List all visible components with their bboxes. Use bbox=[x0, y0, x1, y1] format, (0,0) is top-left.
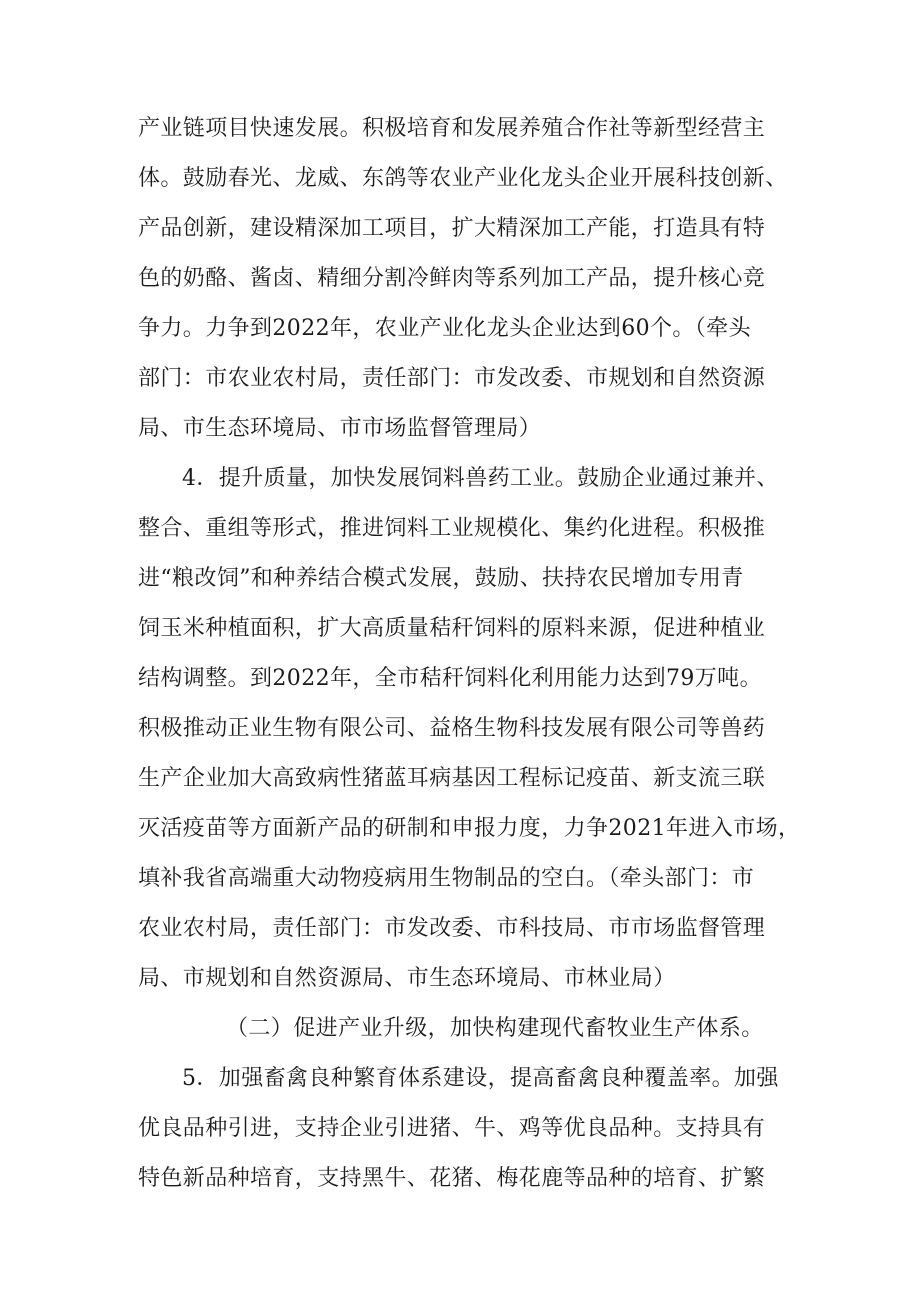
text-line: 产品创新，建设精深加工项目，扩大精深加工产能，打造具有特 bbox=[138, 216, 766, 241]
document-body bbox=[138, 104, 801, 1204]
text-line: 农业农村局，责任部门：市发改委、市科技局、市市场监督管理 bbox=[138, 916, 766, 941]
paragraph-item-5 bbox=[138, 1054, 790, 1204]
paragraph-continuation bbox=[138, 104, 790, 454]
text-line: 5．加强畜禽良种繁育体系建设，提高畜禽良种覆盖率。加强 bbox=[182, 1066, 779, 1091]
text-line: 体。鼓励春光、龙威、东鸽等农业产业化龙头企业开展科技创新、 bbox=[138, 166, 788, 191]
text-line: 部门：市农业农村局，责任部门：市发改委、市规划和自然资源 bbox=[138, 366, 766, 391]
text-line: 灭活疫苗等方面新产品的研制和申报力度，力争2021年进入市场， bbox=[138, 816, 801, 841]
text-line: 争力。力争到2022年，农业产业化龙头企业达到60个。（牵头 bbox=[138, 316, 751, 341]
text-line: 局、市生态环境局、市市场监督管理局） bbox=[138, 416, 542, 441]
section-heading-text: （二）促进产业升级，加快构建现代畜牧业生产体系。 bbox=[226, 1016, 764, 1041]
text-line: 积极推动正业生物有限公司、益格生物科技发展有限公司等兽药 bbox=[138, 716, 766, 741]
text-line: 4．提升质量，加快发展饲料兽药工业。鼓励企业通过兼并、 bbox=[182, 466, 779, 491]
text-line: 饲玉米种植面积，扩大高质量秸秆饲料的原料来源，促进种植业 bbox=[138, 616, 766, 641]
text-line: 色的奶酪、酱卤、精细分割冷鲜肉等系列加工产品，提升核心竞 bbox=[138, 266, 766, 291]
text-line: 整合、重组等形式，推进饲料工业规模化、集约化进程。积极推 bbox=[138, 516, 766, 541]
text-line: 优良品种引进，支持企业引进猪、牛、鸡等优良品种。支持具有 bbox=[138, 1116, 766, 1141]
text-line: 局、市规划和自然资源局、市生态环境局、市林业局） bbox=[138, 966, 676, 991]
text-line: 产业链项目快速发展。积极培育和发展养殖合作社等新型经营主 bbox=[138, 116, 766, 141]
text-line: 进“粮改饲”和种养结合模式发展，鼓励、扶持农民增加专用青 bbox=[138, 566, 744, 591]
paragraph-item-4 bbox=[138, 454, 801, 1004]
text-line: 特色新品种培育，支持黑牛、花猪、梅花鹿等品种的培育、扩繁 bbox=[138, 1166, 766, 1191]
section-heading bbox=[138, 1004, 790, 1054]
text-line: 生产企业加大高致病性猪蓝耳病基因工程标记疫苗、新支流三联 bbox=[138, 766, 766, 791]
text-line: 填补我省高端重大动物疫病用生物制品的空白。（牵头部门：市 bbox=[138, 866, 755, 891]
text-line: 结构调整。到2022年，全市秸秆饲料化利用能力达到79万吨。 bbox=[138, 666, 762, 691]
